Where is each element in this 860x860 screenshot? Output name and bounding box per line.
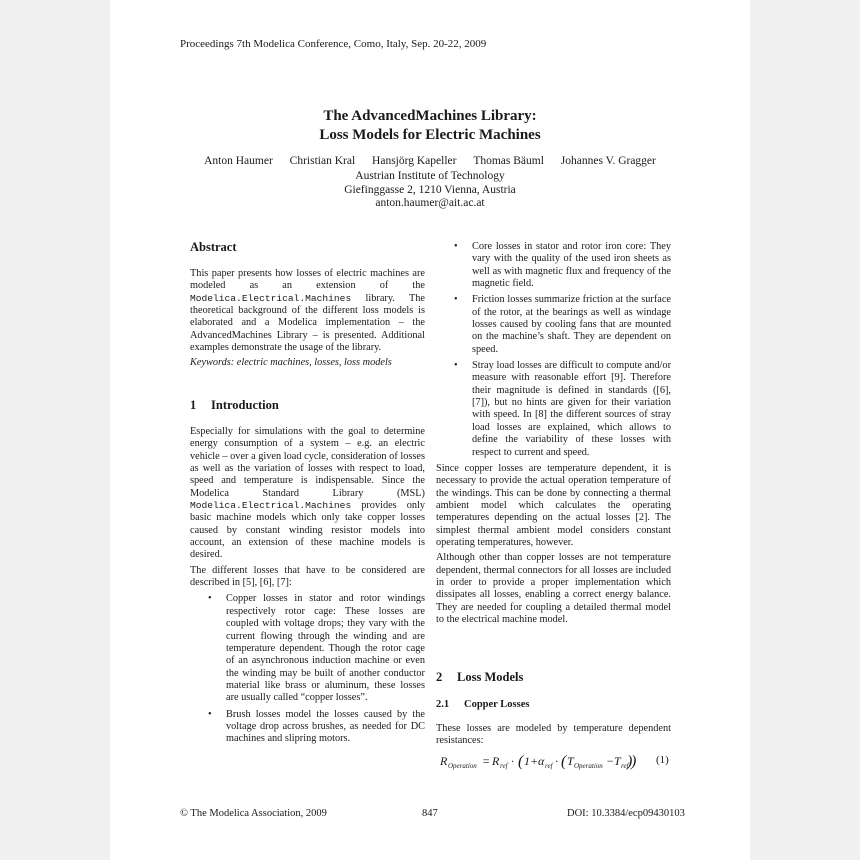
svg-text:=: = xyxy=(482,754,491,768)
intro-paragraph-1: Especially for simulations with the goal to determine energy consumption of a system – e.g. an electric vehicle – over a given load cycle, consideration of losses as well as the variation of losses with respect to load, speed and temperature is indispensable. Since the Modelica Standard Library (MSL) Modelica.Electrical.Machines provides only basic machine models which only take copper losses caused by constant winding resistor models into account, an extension of these machine models is desired. xyxy=(190,426,425,561)
svg-text:·: · xyxy=(555,754,558,768)
equation-number: (1) xyxy=(656,754,669,766)
author-list xyxy=(0,155,860,167)
section-introduction-heading xyxy=(190,398,279,413)
copper-losses-body xyxy=(436,723,671,748)
subsection-title: Copper Losses xyxy=(464,699,530,710)
intro-paragraph-3: Since copper losses are temperature dependent, it is necessary to provide the actual operation temperature of the windings. This can be done by connecting a thermal ambient model which calculates the operating temperatures depending on the actual losses [2]. The simplest thermal ambient model considers constant operating temperatures, however. xyxy=(436,462,671,548)
svg-text:(: ( xyxy=(561,753,567,770)
section-title: Loss Models xyxy=(457,670,524,684)
list-item: • Brush losses model the losses caused by the voltage drop across brushes, as needed for DC machines and slipring motors. xyxy=(190,709,425,746)
svg-text:(: ( xyxy=(518,753,524,770)
equation-1 xyxy=(440,751,635,776)
footer-doi: DOI: 10.3384/ecp09430103 xyxy=(567,808,685,819)
svg-text:R: R xyxy=(492,754,500,768)
section-title: Introduction xyxy=(211,398,279,412)
copper-losses-paragraph: These losses are modeled by temperature dependent resistances: xyxy=(436,723,671,747)
svg-text:−: − xyxy=(606,754,615,768)
svg-text:·: · xyxy=(511,754,514,768)
section-number: 1 xyxy=(190,398,197,412)
section-loss-models-heading xyxy=(436,670,523,685)
list-item: • Friction losses summarize friction at the surface of the rotor, at the bearings as well as windage losses caused by cooling fans that are mounted on the machine’s shaft. They are dependent on speed. xyxy=(436,294,671,356)
intro-paragraph-2: The different losses that have to be considered are described in [5], [6], [7]: xyxy=(190,564,425,589)
page-number: 847 xyxy=(422,808,438,819)
svg-text:): ) xyxy=(631,753,637,770)
title-line-2: Loss Models for Electric Machines xyxy=(319,127,541,143)
affiliation xyxy=(0,170,860,211)
abstract-body xyxy=(190,268,425,370)
list-item: • Core losses in stator and rotor iron core: They vary with the quality of the used iron sheets as well as with magnetic flux and frequency of the magnetic field. xyxy=(436,241,671,290)
code-modelica-machines: Modelica.Electrical.Machines xyxy=(190,292,352,304)
loss-list-left xyxy=(190,593,425,745)
svg-text:): ) xyxy=(627,753,633,770)
author: Hansjörg Kapeller xyxy=(372,155,457,167)
code-modelica-machines: Modelica.Electrical.Machines xyxy=(190,500,352,512)
footer-copyright: © The Modelica Association, 2009 xyxy=(180,808,327,819)
keywords: Keywords: electric machines, losses, loss models xyxy=(190,357,392,369)
address: Giefinggasse 2, 1210 Vienna, Austria xyxy=(344,183,516,196)
svg-text:ref: ref xyxy=(500,762,508,770)
author: Anton Haumer xyxy=(204,155,273,167)
email: anton.haumer@ait.ac.at xyxy=(375,197,485,209)
svg-text:R: R xyxy=(440,754,448,768)
introduction-body-right xyxy=(436,241,671,626)
svg-text:T: T xyxy=(614,754,621,768)
svg-text:1+: 1+ xyxy=(524,754,539,768)
author: Christian Kral xyxy=(289,155,356,167)
svg-text:α: α xyxy=(538,754,545,768)
intro-paragraph-4: Although other than copper losses are not temperature dependent, thermal connectors for all losses are included in order to provide a proper implementation which dissipates all losses, enabling a correct energy balance. They are needed for coupling a detailed thermal model to the electrical machine model. xyxy=(436,552,671,625)
title-line-1: The AdvancedMachines Library: xyxy=(323,108,537,124)
institute: Austrian Institute of Technology xyxy=(355,170,505,182)
subsection-copper-losses-heading xyxy=(436,699,529,710)
svg-text:ref: ref xyxy=(621,762,629,770)
abstract-text: This paper presents how losses of electric machines are modeled as an extension of the Modelica.Electrical.Machines library. The theoretical background of the different loss models is elaborated and a Modelica implementation – the AdvancedMachines Library – is presented. Additional examples demonstrate the usage of the library. xyxy=(190,268,425,354)
loss-list-right xyxy=(436,241,671,459)
list-item: • Copper losses in stator and rotor windings respectively rotor cage: These losses are coupled with voltage drops; they vary with the current flowing through the winding and are temperature dependent. Though the rotor cage of an asynchronous induction machine or even the winding may be built of another conductor material like brass or aluminum, these losses are usually called “copper losses”. xyxy=(190,593,425,704)
introduction-body-left xyxy=(190,426,425,750)
author: Johannes V. Gragger xyxy=(560,155,656,167)
svg-text:Operation: Operation xyxy=(448,762,477,770)
abstract-heading: Abstract xyxy=(190,240,237,254)
svg-text:ref: ref xyxy=(545,762,553,770)
svg-text:Operation: Operation xyxy=(574,762,603,770)
svg-text:T: T xyxy=(567,754,574,768)
subsection-number: 2.1 xyxy=(436,699,450,710)
section-number: 2 xyxy=(436,670,443,684)
author: Thomas Bäuml xyxy=(473,155,544,167)
running-header: Proceedings 7th Modelica Conference, Como, Italy, Sep. 20-22, 2009 xyxy=(180,38,487,50)
equation-resistance-formula xyxy=(440,751,635,773)
list-item: • Stray load losses are difficult to compute and/or measure with reasonable effort [9]. Therefore their magnitude is defined in standards ([6], [7]), but no hints are given for their variation with speed. In [8] the different sources of stray load losses are explained, which allows to define the variability of these losses with respect to current and speed. xyxy=(436,360,671,459)
